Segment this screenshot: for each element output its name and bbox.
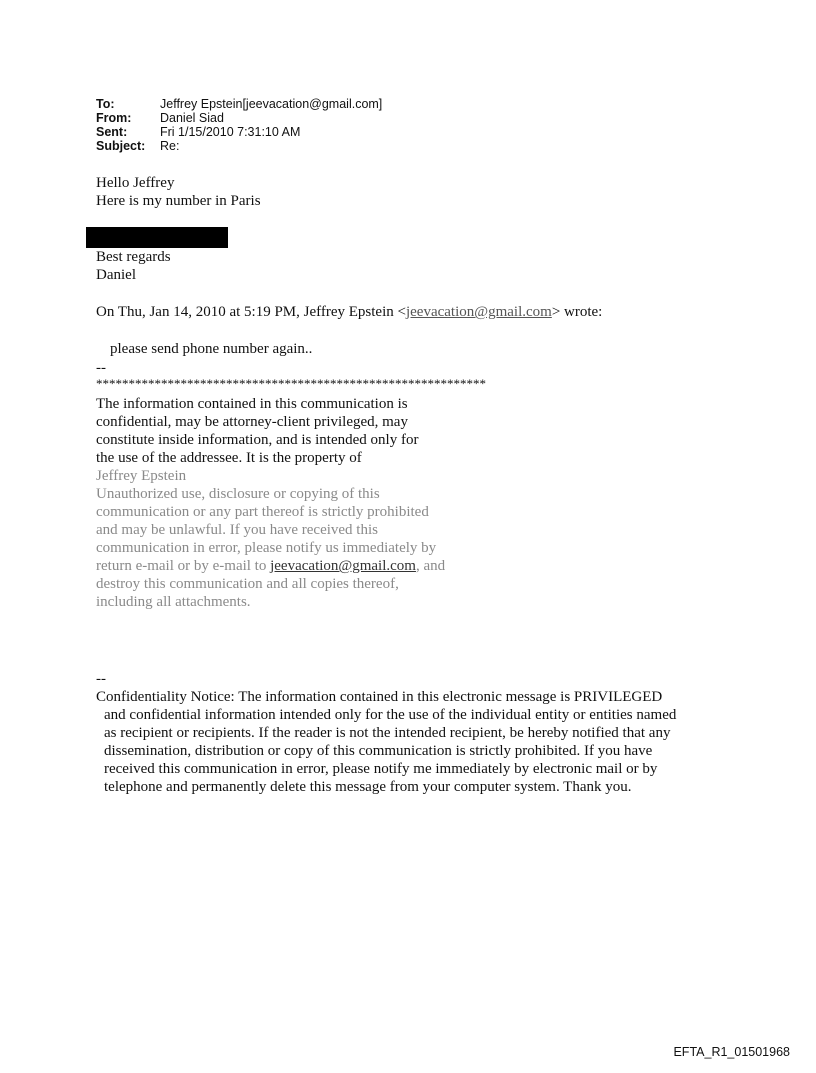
disclaimer-dark-line: The information contained in this communication is bbox=[96, 396, 408, 412]
subject-label: Subject: bbox=[96, 139, 146, 153]
quote-intro bbox=[96, 303, 602, 321]
quote-intro-email-link[interactable]: jeevacation@gmail.com bbox=[405, 304, 552, 320]
disclaimer-dark-line: the use of the addressee. It is the property of bbox=[96, 450, 362, 466]
notice-line: dissemination, distribution or copy of this communication is strictly prohibited. If you have bbox=[104, 743, 653, 759]
disclaimer-gray-line: Jeffrey Epstein bbox=[96, 468, 187, 484]
sent-value: Fri 1/15/2010 7:31:10 AM bbox=[160, 125, 301, 139]
notice-line: telephone and permanently delete this message from your computer system. Thank you. bbox=[104, 779, 632, 795]
redaction-box bbox=[86, 227, 228, 248]
star-divider: ************************************************************ bbox=[96, 376, 486, 391]
notice-body bbox=[96, 706, 776, 796]
from-value: Daniel Siad bbox=[160, 111, 224, 125]
greeting: Hello Jeffrey bbox=[96, 175, 175, 191]
disclaimer-dark-line: constitute inside information, and is intended only for bbox=[96, 432, 419, 448]
message-body-top bbox=[96, 174, 261, 210]
body-line: Here is my number in Paris bbox=[96, 193, 261, 209]
document-id: EFTA_R1_01501968 bbox=[673, 1045, 790, 1059]
signature: Daniel bbox=[96, 267, 136, 283]
disclaimer-gray-line: and may be unlawful. If you have received this bbox=[96, 522, 378, 538]
subject-row bbox=[96, 139, 382, 153]
notice-line: and confidential information intended only for the use of the individual entity or entities named bbox=[104, 707, 677, 723]
notice-line: as recipient or recipients. If the reader is not the intended recipient, be hereby notified that any bbox=[104, 725, 671, 741]
disclaimer-dark-line: confidential, may be attorney-client privileged, may bbox=[96, 414, 408, 430]
regards: Best regards bbox=[96, 249, 171, 265]
confidentiality-notice bbox=[96, 670, 776, 796]
disclaimer-gray-line: communication or any part thereof is strictly prohibited bbox=[96, 504, 429, 520]
to-row bbox=[96, 97, 382, 111]
from-label: From: bbox=[96, 111, 132, 125]
notice-line: received this communication in error, please notify me immediately by electronic mail or by bbox=[104, 761, 658, 777]
notice-first-line: Confidentiality Notice: The information contained in this electronic message is PRIVILEGED bbox=[96, 689, 663, 705]
message-signoff bbox=[96, 248, 171, 284]
quote-intro-after: > wrote: bbox=[551, 304, 603, 320]
disclaimer-email-line bbox=[96, 557, 486, 575]
subject-value: Re: bbox=[160, 139, 180, 153]
quoted-message: please send phone number again.. bbox=[110, 341, 313, 357]
disclaimer-email-after: , and bbox=[415, 558, 446, 574]
sig-separator: -- bbox=[96, 360, 106, 376]
disclaimer-gray-line: destroy this communication and all copies thereof, bbox=[96, 576, 399, 592]
disclaimer-gray-line: communication in error, please notify us immediately by bbox=[96, 540, 437, 556]
to-label: To: bbox=[96, 97, 115, 111]
to-value: Jeffrey Epstein[jeevacation@gmail.com] bbox=[160, 97, 383, 111]
disclaimer-gray bbox=[96, 467, 486, 611]
disclaimer-gray-line: including all attachments. bbox=[96, 594, 251, 610]
disclaimer-gray-line: Unauthorized use, disclosure or copying of this bbox=[96, 486, 380, 502]
email-header bbox=[96, 97, 382, 153]
quote-intro-before: On Thu, Jan 14, 2010 at 5:19 PM, Jeffrey Epstein < bbox=[96, 304, 406, 320]
disclaimer-email-before: return e-mail or by e-mail to bbox=[96, 558, 271, 574]
disclaimer bbox=[96, 395, 486, 611]
notice-separator: -- bbox=[96, 671, 106, 687]
from-row bbox=[96, 111, 382, 125]
sent-row bbox=[96, 125, 382, 139]
quoted-signature bbox=[96, 359, 486, 611]
sent-label: Sent: bbox=[96, 125, 128, 139]
disclaimer-email-link[interactable]: jeevacation@gmail.com bbox=[270, 558, 416, 574]
